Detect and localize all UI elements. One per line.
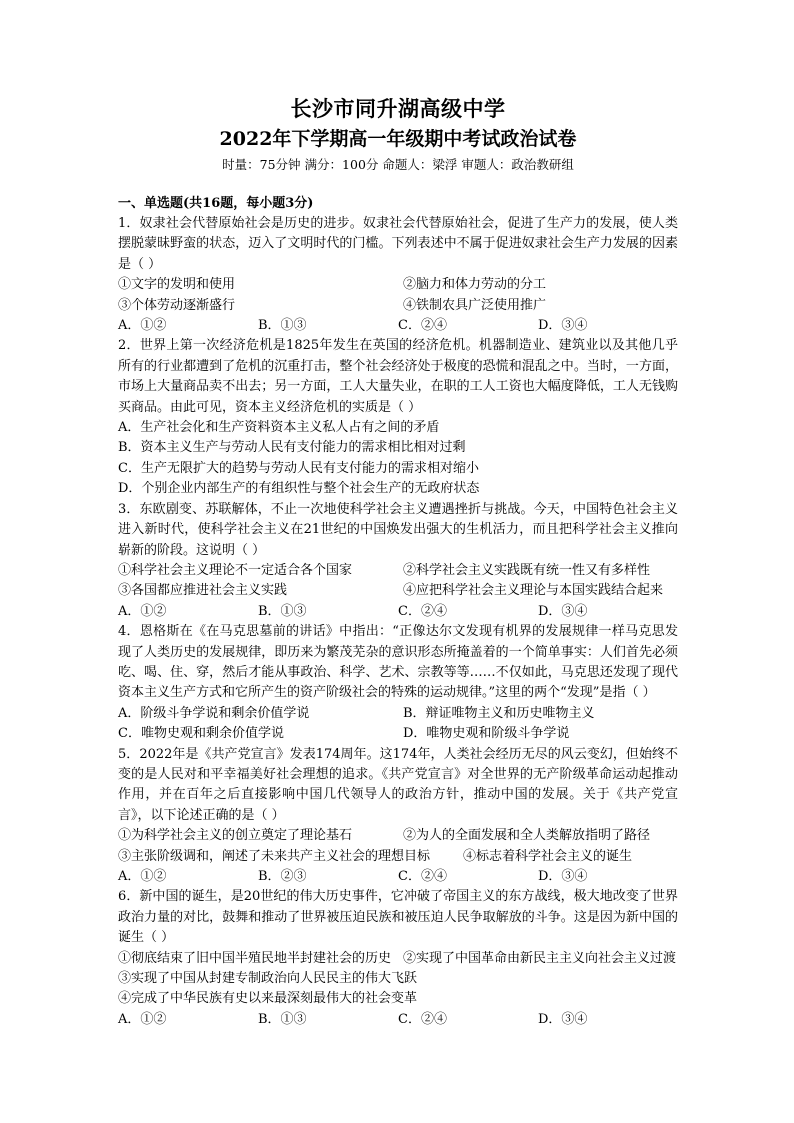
option-c: C．②④ — [398, 869, 447, 884]
question-4-stem: 4．恩格斯在《在马克思墓前的讲话》中指出：“正像达尔文发现有机界的发展规律一样马克思发现了人类历史的发展规律，即历来为繁茂芜杂的意识形态所掩盖着的一个简单事实：人们首先必须吃、喝、住、穿，然后才能从事政治、科学、艺术、宗教等等……不仅如此，马克思还发现了现代资本主义生产方式和它所产生的资产阶级社会的特殊的运动规律。”这里的两个“发现”是指（ ） — [118, 624, 678, 701]
statement-1: ①文字的发明和使用 — [118, 277, 236, 293]
statement-1: ①彻底结束了旧中国半殖民地半封建社会的历史 — [118, 950, 392, 966]
option-a: A．①② — [118, 869, 167, 884]
statement-2: ②科学社会主义实践既有统一性又有多样性 — [403, 562, 651, 578]
statement-4: ④铁制农具广泛使用推广 — [403, 297, 547, 313]
option-b: B．资本主义生产与劳动人民有支付能力的需求相比相对过剩 — [118, 440, 466, 456]
question-3-stem: 3．东欧剧变、苏联解体，不止一次地使科学社会主义遭遇挫折与挑战。今天，中国特色社会主义进入新时代，使科学社会主义在21世纪的中国焕发出强大的生机活力，而且把科学社会主义推向崭新的阶段。这说明（ ） — [118, 501, 678, 558]
statement-3: ③实现了中国从封建专制政治向人民民主的伟大飞跃 — [118, 971, 418, 987]
question-4 — [118, 622, 678, 744]
question-5 — [118, 745, 678, 888]
statement-2: ②实现了中国革命由新民主主义向社会主义过渡 — [403, 950, 677, 966]
option-d: D．③④ — [538, 869, 588, 884]
statement-4: ④完成了中华民族有史以来最深刻最伟大的社会变革 — [118, 991, 418, 1007]
question-2-stem: 2．世界上第一次经济危机是1825年发生在英国的经济危机。机器制造业、建筑业以及其他几乎所有的行业都遭到了危机的沉重打击，整个社会经济处于极度的恐慌和混乱之中。当时，一方面，市场上大量商品卖不出去；另一方面，工人大量失业，在职的工人工资也大幅度降低，工人无钱购买商品。由此可见，资本主义经济危机的实质是（ ） — [118, 338, 678, 415]
question-6 — [118, 887, 678, 1030]
statement-1: ①为科学社会主义的创立奠定了理论基石 — [118, 828, 353, 844]
option-a: A．①② — [118, 318, 167, 334]
option-d: D．唯物史观和阶级斗争学说 — [403, 726, 570, 742]
option-d: D．③④ — [538, 318, 588, 334]
statement-4: ④应把科学社会主义理论与本国实践结合起来 — [403, 583, 664, 599]
option-b: B．辩证唯物主义和历史唯物主义 — [403, 705, 595, 721]
option-b: B．②③ — [258, 869, 307, 884]
question-2 — [118, 336, 678, 499]
option-b: B．①③ — [258, 1011, 307, 1027]
option-a: A．①② — [118, 1011, 167, 1027]
option-a: A．①② — [118, 603, 167, 619]
statement-3: ③个体劳动逐渐盛行 — [118, 297, 236, 313]
statement-4: ④标志着科学社会主义的诞生 — [463, 848, 633, 864]
option-c: C．生产无限扩大的趋势与劳动人民有支付能力的需求相对缩小 — [118, 460, 479, 476]
school-title: 长沙市同升湖高级中学 — [290, 96, 506, 121]
statement-3: ③各国都应推进社会主义实践 — [118, 583, 288, 599]
option-d: D．③④ — [538, 603, 588, 619]
exam-page — [118, 94, 678, 1030]
question-1 — [118, 214, 678, 336]
exam-meta: 时量：75分钟 满分：100分 命题人：梁浮 审题人：政治教研组 — [222, 157, 574, 172]
statement-3: ③主张阶级调和，阐述了未来共产主义社会的理想目标 — [118, 848, 431, 864]
option-b: B．①③ — [258, 603, 307, 619]
statement-2: ②脑力和体力劳动的分工 — [403, 277, 547, 293]
statement-2: ②为人的全面发展和全人类解放指明了路径 — [403, 828, 651, 844]
question-3 — [118, 500, 678, 622]
option-b: B．①③ — [258, 318, 307, 334]
option-d: D．个别企业内部生产的有组织性与整个社会生产的无政府状态 — [118, 481, 480, 497]
option-c: C．②④ — [398, 603, 447, 619]
question-1-stem: 1．奴隶社会代替原始社会是历史的进步。奴隶社会代替原始社会，促进了生产力的发展，使人类摆脱蒙昧野蛮的状态，迈入了文明时代的门槛。下列表述中不属于促进奴隶社会生产力发展的因素是（ ） — [118, 216, 678, 272]
option-c: C．②④ — [398, 1011, 447, 1027]
option-c: C．②④ — [398, 318, 447, 334]
section-title: 一、单选题(共16题，每小题3分) — [118, 196, 314, 211]
option-d: D．③④ — [538, 1011, 588, 1027]
option-a: A．阶级斗争学说和剩余价值学说 — [118, 705, 310, 721]
option-a: A．生产社会化和生产资料资本主义私人占有之间的矛盾 — [118, 420, 440, 436]
question-5-stem: 5．2022年是《共产党宣言》发表174周年。这174年，人类社会经历无尽的风云变幻，但始终不变的是人民对和平幸福美好社会理想的追求。《共产党宣言》对全世界的无产阶级革命运动起推动作用，并在百年之后直接影响中国几代领导人的政治方针，推动中国的发展。关于《共产党宣言》，以下论述正确的是（ ） — [118, 746, 678, 823]
exam-title: 2022年下学期高一年级期中考试政治试卷 — [219, 128, 577, 150]
option-c: C．唯物史观和剩余价值学说 — [118, 726, 284, 742]
question-6-stem: 6．新中国的诞生，是20世纪的伟大历史事件，它冲破了帝国主义的东方战线，极大地改变了世界政治力量的对比，鼓舞和推动了世界被压迫民族和被压迫人民争取解放的斗争。这是因为新中国的诞生（ ） — [118, 889, 678, 946]
statement-1: ①科学社会主义理论不一定适合各个国家 — [118, 562, 353, 578]
